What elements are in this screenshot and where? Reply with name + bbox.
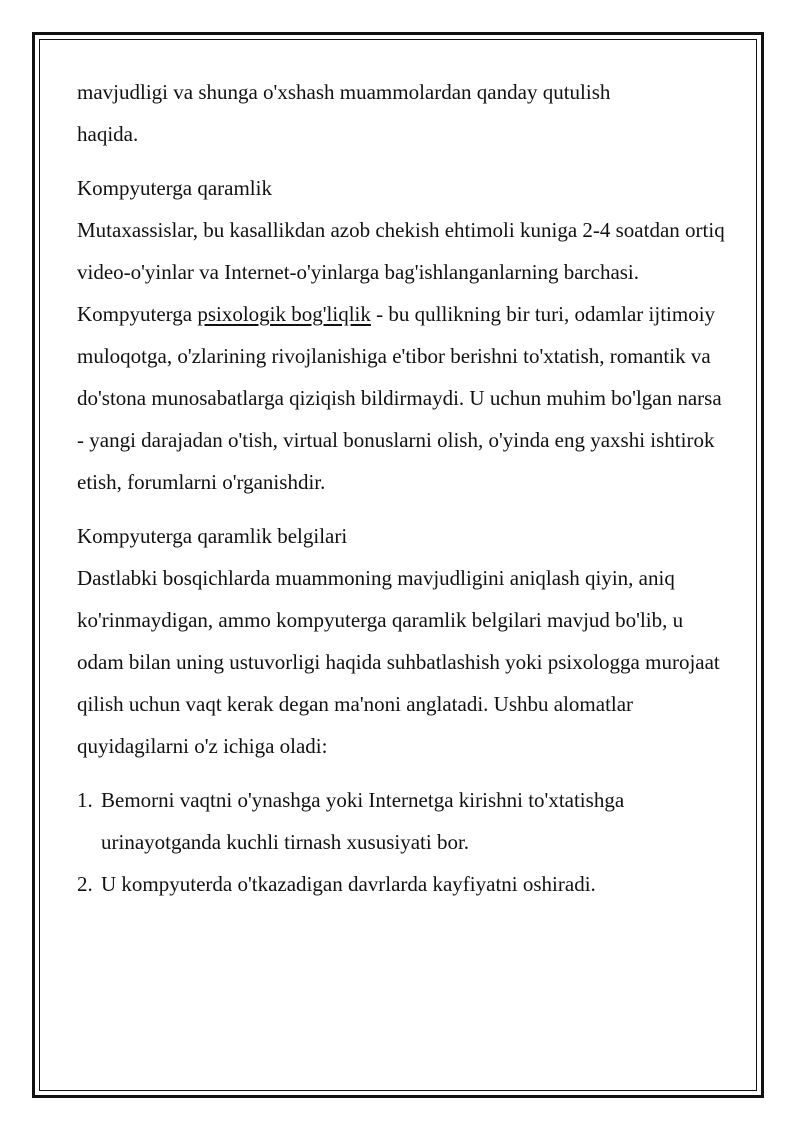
list-item-number: 1. xyxy=(77,788,93,812)
psychological-dependence-link[interactable]: psixologik bog'liqlik xyxy=(197,302,371,326)
intro-line-1: mavjudligi va shunga o'xshash muammolardan qanday qutulish xyxy=(77,80,611,104)
section-paragraph-signs: Dastlabki bosqichlarda muammoning mavjudligini aniqlash qiyin, aniq ko'rinmaydigan, ammo kompyuterga qaramlik belgilari mavjud bo'lib, u odam bilan uning ustuvorligi haqida suhbatlashish yoki psixologga murojaat qilish uchun vaqt kerak degan ma'noni anglatadi. Ushbu alomatlar quyidagilarni o'z ichiga oladi: xyxy=(77,566,720,758)
list-item-number: 2. xyxy=(77,872,93,896)
signs-list xyxy=(77,779,727,905)
section-heading-addiction: Kompyuterga qaramlik xyxy=(77,176,272,200)
list-item xyxy=(77,863,727,905)
document-body xyxy=(77,71,727,905)
intro-paragraph xyxy=(77,71,727,155)
paragraph-text-before-link: Mutaxassislar, bu kasallikdan azob chekish ehtimoli kuniga 2-4 soatdan ortiq video-o'yinlar va Internet-o'yinlarga bag'ishlanganlarning barchasi. Kompyuterga xyxy=(77,218,725,326)
list-item-text: Bemorni vaqtni o'ynashga yoki Internetga kirishni to'xtatishga urinayotganda kuchli tirnash xususiyati bor. xyxy=(101,788,625,854)
section-heading-signs: Kompyuterga qaramlik belgilari xyxy=(77,524,348,548)
intro-line-2: haqida. xyxy=(77,122,139,146)
list-item-text: U kompyuterda o'tkazadigan davrlarda kayfiyatni oshiradi. xyxy=(101,872,596,896)
section-paragraph-addiction xyxy=(77,209,727,503)
paragraph-text-after-link: - bu qullikning bir turi, odamlar ijtimoiy muloqotga, o'zlarining rivojlanishiga e'tibor berishni to'xtatish, romantik va do'stona munosabatlarga qiziqish bildirmaydi. U uchun muhim bo'lgan narsa - yangi darajadan o'tish, virtual bonuslarni olish, o'yinda eng yaxshi ishtirok etish, forumlarni o'rganishdir. xyxy=(77,302,722,494)
list-item xyxy=(77,779,727,863)
